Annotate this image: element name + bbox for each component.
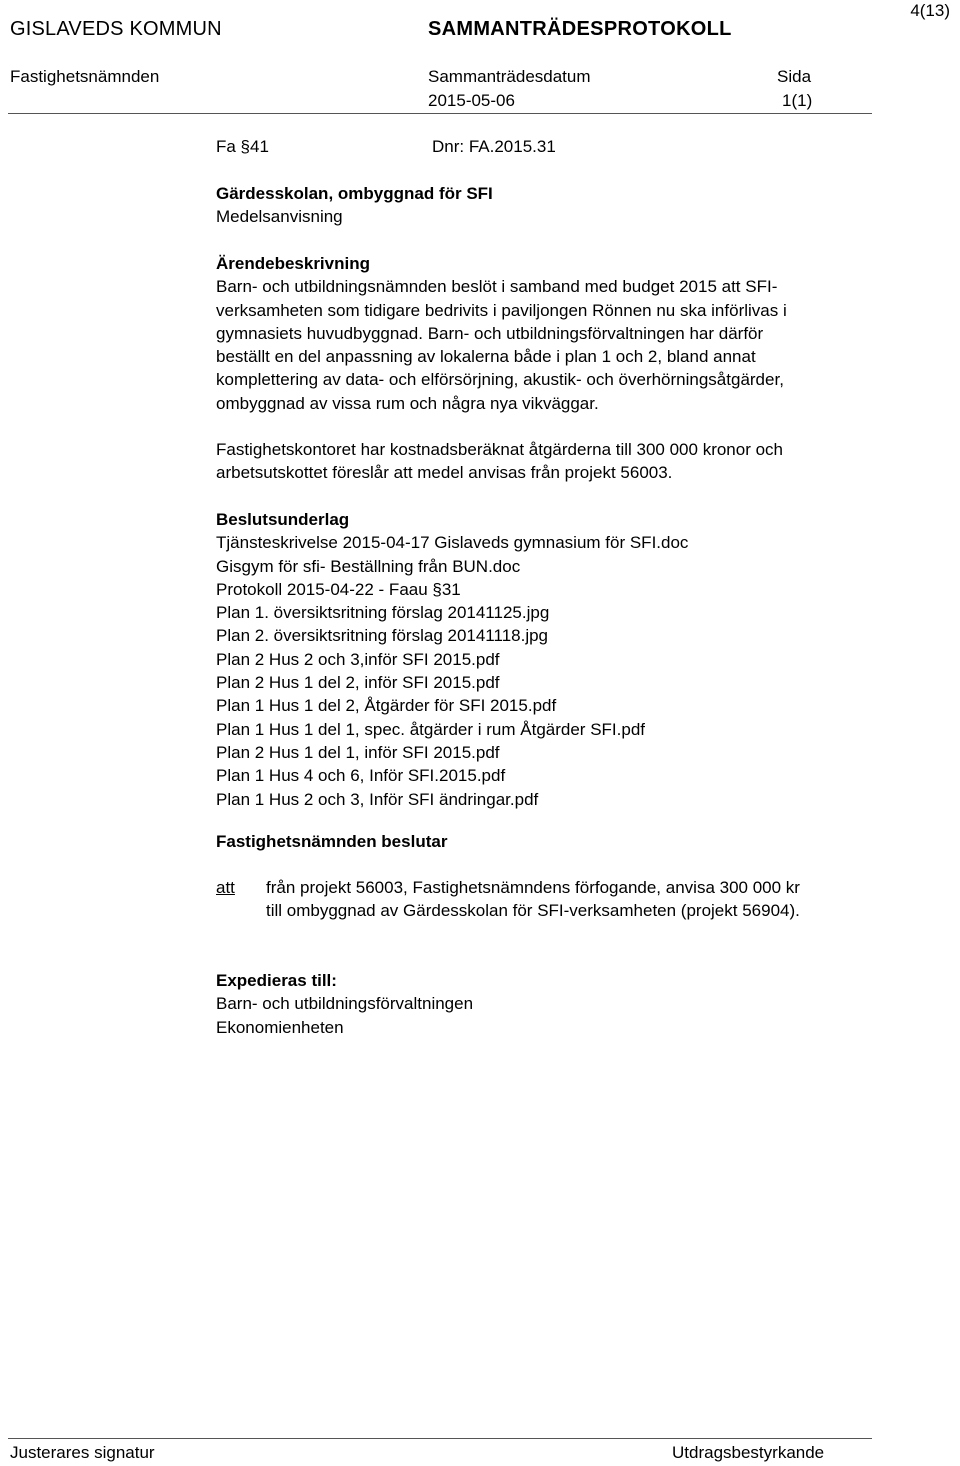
basis-item: Protokoll 2015-04-22 - Faau §31 <box>216 579 461 599</box>
page-number: 4(13) <box>910 1 950 20</box>
basis-heading: Beslutsunderlag <box>216 510 350 529</box>
basis-item: Plan 1. översiktsritning förslag 20141125.jpg <box>216 603 550 623</box>
decision-line: till ombyggnad av Gärdesskolan för SFI-verksamheten (projekt 56904). <box>266 901 800 921</box>
cost-line: Fastighetskontoret har kostnadsberäknat åtgärderna till 300 000 kronor och <box>216 440 784 459</box>
meeting-date-label: Sammanträdesdatum <box>428 67 591 86</box>
basis-item: Plan 1 Hus 2 och 3, Inför SFI ändringar.pdf <box>216 789 539 809</box>
paragraph-number: Fa §41 <box>216 137 269 156</box>
description-line: verksamheten som tidigare bedrivits i paviljongen Rönnen nu ska införlivas i <box>216 300 787 320</box>
description-line: komplettering av data- och elförsörjning, akustik- och överhörningsåtgärder, <box>216 370 784 390</box>
page-value: 1(1) <box>782 91 813 110</box>
basis-item: Plan 1 Hus 1 del 1, spec. åtgärder i rum Åtgärder SFI.pdf <box>216 719 645 739</box>
extract-certification-label: Utdragsbestyrkande <box>672 1443 825 1462</box>
decision-line: från projekt 56003, Fastighetsnämndens förfogande, anvisa 300 000 kr <box>266 878 800 897</box>
header-divider <box>8 113 872 114</box>
decision-text <box>266 876 856 923</box>
footer-divider <box>8 1438 872 1439</box>
basis-item: Tjänsteskrivelse 2015-04-17 Gislaveds gymnasium för SFI.doc <box>216 533 689 553</box>
organization-name: GISLAVEDS KOMMUN <box>10 18 222 40</box>
distribution-heading: Expedieras till: <box>216 971 337 990</box>
case-title: Gärdesskolan, ombyggnad för SFI <box>216 184 493 203</box>
decision-att: att <box>216 878 235 897</box>
description-section <box>216 252 787 415</box>
basis-item: Plan 2 Hus 2 och 3,inför SFI 2015.pdf <box>216 649 500 669</box>
meeting-date-value: 2015-05-06 <box>428 91 515 110</box>
case-subtitle: Medelsanvisning <box>216 207 343 226</box>
adjuster-signature-label: Justerares signatur <box>10 1443 155 1462</box>
decision-heading: Fastighetsnämnden beslutar <box>216 832 448 851</box>
description-line: beställt en del anpassning av lokalerna både i plan 1 och 2, bland annat <box>216 347 756 367</box>
basis-item: Gisgym för sfi- Beställning från BUN.doc <box>216 556 521 576</box>
basis-item: Plan 1 Hus 4 och 6, Inför SFI.2015.pdf <box>216 766 506 786</box>
description-line: Barn- och utbildningsnämnden beslöt i samband med budget 2015 att SFI- <box>216 277 778 297</box>
cost-line: arbetsutskottet föreslår att medel anvisas från projekt 56003. <box>216 463 673 483</box>
distribution-recipient: Ekonomienheten <box>216 1017 344 1037</box>
board-label: Fastighetsnämnden <box>10 67 160 86</box>
basis-item: Plan 2 Hus 1 del 2, inför SFI 2015.pdf <box>216 673 500 693</box>
basis-item: Plan 2 Hus 1 del 1, inför SFI 2015.pdf <box>216 742 500 762</box>
basis-item: Plan 2. översiktsritning förslag 20141118.jpg <box>216 626 549 646</box>
description-heading: Ärendebeskrivning <box>216 254 370 273</box>
basis-section <box>216 508 688 811</box>
cost-paragraph <box>216 438 783 485</box>
page-label: Sida <box>777 67 812 86</box>
description-line: ombyggnad av vissa rum och några nya vikväggar. <box>216 393 599 413</box>
document-type: SAMMANTRÄDESPROTOKOLL <box>428 18 732 40</box>
case-dnr: Dnr: FA.2015.31 <box>432 137 556 156</box>
distribution-section <box>216 969 473 1039</box>
description-line: gymnasiets huvudbyggnad. Barn- och utbildningsförvaltningen har därför <box>216 323 764 343</box>
basis-item: Plan 1 Hus 1 del 2, Åtgärder för SFI 2015.pdf <box>216 696 557 716</box>
distribution-recipient: Barn- och utbildningsförvaltningen <box>216 994 474 1014</box>
